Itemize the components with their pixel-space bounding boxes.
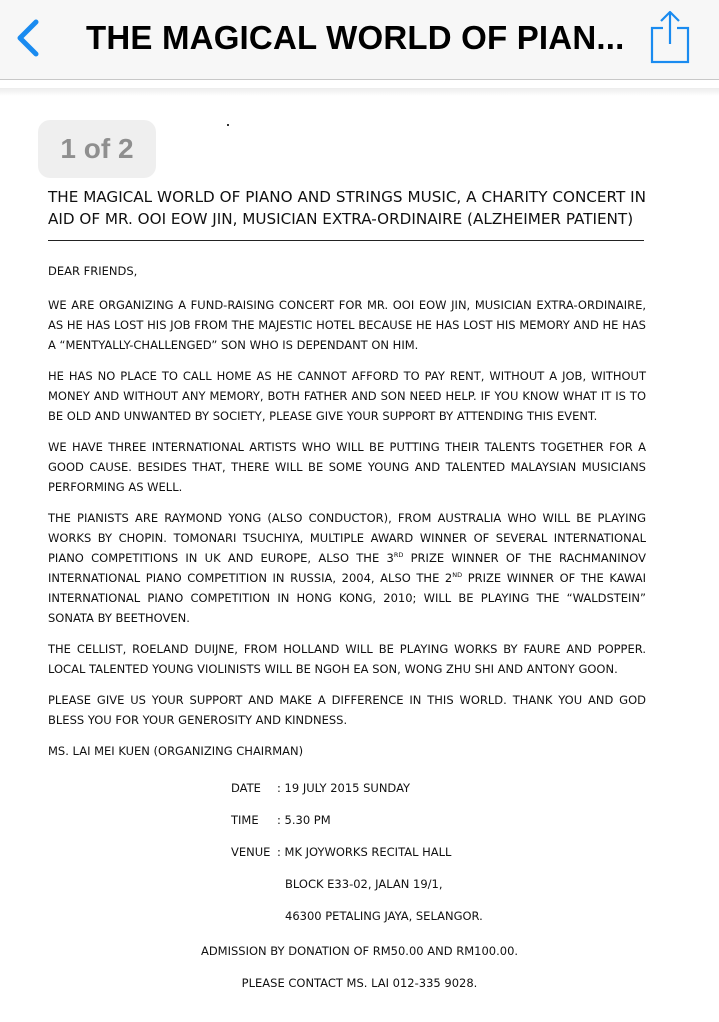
venue-address-line-1: BLOCK E33-02, JALAN 19/1, (285, 877, 443, 891)
page-indicator: 1 of 2 (38, 120, 156, 178)
ordinal-rd: RD (393, 551, 404, 560)
paragraph-cellist: THE CELLIST, ROELAND DUIJNE, FROM HOLLAND WILL BE PLAYING WORKS BY FAURE AND POPPER. LOCAL TALENTED YOUNG VIOLINISTS WILL BE NGOH EA SON, WONG ZHU SHI AND ANTONY GOON. (48, 642, 646, 676)
time-label: TIME (231, 813, 259, 827)
pianists-text-1: THE PIANISTS ARE RAYMOND YONG (ALSO CONDUCTOR), FROM AUSTRALIA WHO WILL BE PLAYING WORKS BY CHOPIN. TOMONARI TSUCHIYA, MULTIPLE AWARD WINNER OF SEVERAL INTERNATIONAL PIANO COMPETITIONS IN UK AND EUROPE, ALSO THE 3 (48, 511, 646, 565)
navigation-bar (0, 0, 719, 80)
letter-heading: THE MAGICAL WORLD OF PIANO AND STRINGS MUSIC, A CHARITY CONCERT IN AID OF MR. OOI EOW JIN, MUSICIAN EXTRA-ORDINAIRE (ALZHEIMER PATIENT) (48, 188, 646, 228)
pianists-text-3: PRIZE WINNER OF THE KAWAI INTERNATIONAL PIANO COMPETITION IN HONG KONG, 2010; WILL BE PLAYING THE “WALDSTEIN” SONATA BY BEETHOVEN. (48, 571, 646, 625)
admission-note: ADMISSION BY DONATION OF RM50.00 AND RM100.00. (200, 944, 519, 958)
ordinal-nd: ND (452, 571, 463, 580)
paragraph-closing: PLEASE GIVE US YOUR SUPPORT AND MAKE A DIFFERENCE IN THIS WORLD. THANK YOU AND GOD BLESS YOU FOR YOUR GENEROSITY AND KINDNESS. (48, 693, 646, 727)
share-icon[interactable] (648, 8, 692, 66)
date-label: DATE (231, 781, 261, 795)
paragraph-artists: WE HAVE THREE INTERNATIONAL ARTISTS WHO WILL BE PUTTING THEIR TALENTS TOGETHER FOR A GOOD CAUSE. BESIDES THAT, THERE WILL BE SOME YOUNG AND TALENTED MALAYSIAN MUSICIANS PERFORMING AS WELL. (48, 440, 646, 494)
pianists-text-2: PRIZE WINNER OF THE RACHMANINOV INTERNATIONAL PIANO COMPETITION IN RUSSIA, 2004, ALSO THE 2 (48, 551, 646, 585)
greeting: DEAR FRIENDS, (48, 264, 138, 278)
venue-row (231, 842, 483, 874)
date-value: : 19 JULY 2015 SUNDAY (277, 781, 411, 795)
venue-address-line-2: 46300 PETALING JAYA, SELANGOR. (285, 909, 483, 923)
chevron-left-icon[interactable] (10, 16, 46, 60)
event-details (231, 778, 483, 938)
paragraph-pianists (48, 508, 646, 628)
heading-underline (48, 240, 644, 241)
document-title: THE MAGICAL WORLD OF PIAN... (86, 19, 625, 56)
signature: MS. LAI MEI KUEN (ORGANIZING CHAIRMAN) (48, 744, 304, 758)
contact-note: PLEASE CONTACT MS. LAI 012-335 9028. (241, 976, 478, 990)
time-value: : 5.30 PM (277, 813, 331, 827)
time-row (231, 810, 483, 842)
venue-label: VENUE (231, 845, 271, 859)
paragraph-situation: HE HAS NO PLACE TO CALL HOME AS HE CANNOT AFFORD TO PAY RENT, WITHOUT A JOB, WITHOUT MONEY AND WITHOUT ANY MEMORY, BOTH FATHER AND SON NEED HELP. IF YOU KNOW WHAT IT IS TO BE OLD AND UNWANTED BY SOCIETY, PLEASE GIVE YOUR SUPPORT BY ATTENDING THIS EVENT. (48, 369, 646, 423)
page-shadow (0, 88, 719, 96)
letter-body (48, 186, 646, 772)
date-row (231, 778, 483, 810)
scan-speck (227, 124, 229, 126)
paragraph-purpose: WE ARE ORGANIZING A FUND-RAISING CONCERT FOR MR. OOI EOW JIN, MUSICIAN EXTRA-ORDINAIRE, AS HE HAS LOST HIS JOB FROM THE MAJESTIC HOTEL BECAUSE HE HAS LOST HIS MEMORY AND HE HAS A “MENTYALLY-CHALLENGED” SON WHO IS DEPENDANT ON HIM. (48, 298, 646, 352)
venue-value: : MK JOYWORKS RECITAL HALL (277, 845, 452, 859)
